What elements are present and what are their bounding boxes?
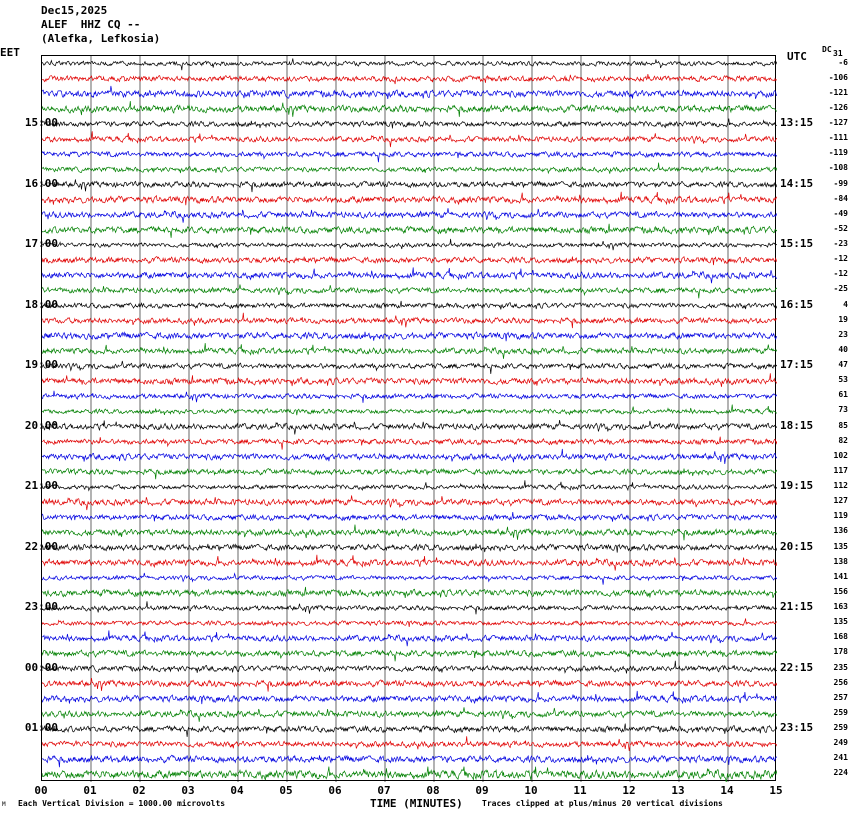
left-time-label: 19:00 — [24, 358, 58, 372]
left-time-label: 20:00 — [24, 418, 58, 432]
right-time-label: 17:15 — [780, 358, 814, 372]
dc-value: 249 — [833, 738, 848, 748]
header-block — [41, 4, 160, 46]
dc-value: 47 — [838, 360, 848, 370]
x-tick-label: 04 — [230, 784, 244, 797]
right-time-label: 23:15 — [780, 721, 814, 735]
left-time-label: 17:00 — [24, 237, 58, 251]
dc-axis-label: DC — [822, 45, 832, 54]
right-axis-label: UTC — [787, 50, 807, 63]
right-time-label: 22:15 — [780, 660, 814, 674]
dc-value: -119 — [828, 148, 848, 158]
dc-value: 23 — [838, 329, 848, 339]
dc-value: 257 — [833, 692, 848, 702]
dc-value: -99 — [833, 178, 848, 188]
left-time-label: 22:00 — [24, 539, 58, 553]
dc-value: -12 — [833, 269, 848, 279]
left-time-label: 01:00 — [24, 721, 58, 735]
seismogram-plot — [41, 55, 776, 781]
dc-value: 138 — [833, 556, 848, 566]
dc-value: -106 — [828, 72, 848, 82]
left-time-label: 16:00 — [24, 176, 58, 190]
dc-value: 136 — [833, 526, 848, 536]
dc-value: -111 — [828, 133, 848, 143]
dc-value: 82 — [838, 435, 848, 445]
right-time-label: 21:15 — [780, 600, 814, 614]
dc-value: 85 — [838, 420, 848, 430]
dc-value: -121 — [828, 87, 848, 97]
dc-value: 53 — [838, 375, 848, 385]
scale-note: Each Vertical Division = 1000.00 microvolts — [18, 799, 226, 808]
x-tick-label: 12 — [622, 784, 636, 797]
header-date: Dec15,2025 — [41, 4, 108, 17]
x-tick-label: 02 — [132, 784, 146, 797]
dc-value: 178 — [833, 647, 848, 657]
dc-value: 19 — [838, 314, 848, 324]
footer-tiny-mark: M — [2, 801, 6, 808]
dc-value: 259 — [833, 723, 848, 733]
dc-value: 141 — [833, 571, 848, 581]
dc-value: 135 — [833, 541, 848, 551]
x-tick-label: 13 — [671, 784, 685, 797]
dc-value: 163 — [833, 602, 848, 612]
dc-value: -6 — [838, 57, 848, 67]
dc-value: 102 — [833, 450, 848, 460]
dc-axis-sublabel: 31 — [833, 49, 843, 58]
dc-value: -25 — [833, 284, 848, 294]
left-axis-label: EET — [0, 46, 20, 59]
dc-value: 127 — [833, 496, 848, 506]
x-tick-label: 07 — [377, 784, 391, 797]
left-time-label: 00:00 — [24, 660, 58, 674]
x-tick-label: 15 — [769, 784, 783, 797]
left-time-label: 15:00 — [24, 116, 58, 130]
right-time-label: 18:15 — [780, 418, 814, 432]
dc-value: -12 — [833, 254, 848, 264]
dc-value: 256 — [833, 677, 848, 687]
dc-value: 224 — [833, 768, 848, 778]
dc-value: -126 — [828, 102, 848, 112]
dc-value: 117 — [833, 465, 848, 475]
x-tick-label: 09 — [475, 784, 489, 797]
right-time-label: 13:15 — [780, 116, 814, 130]
right-time-label: 14:15 — [780, 176, 814, 190]
dc-value: -52 — [833, 223, 848, 233]
dc-value: -49 — [833, 208, 848, 218]
dc-value: 168 — [833, 632, 848, 642]
dc-value: 135 — [833, 617, 848, 627]
x-tick-label: 03 — [181, 784, 195, 797]
dc-value: -108 — [828, 163, 848, 173]
dc-value: 112 — [833, 481, 848, 491]
right-time-label: 19:15 — [780, 479, 814, 493]
x-tick-label: 05 — [279, 784, 293, 797]
header-location: (Alefka, Lefkosia) — [41, 32, 161, 45]
left-time-label: 23:00 — [24, 600, 58, 614]
clip-note: Traces clipped at plus/minus 20 vertical divisions — [482, 799, 723, 808]
x-axis-title: TIME (MINUTES) — [370, 797, 463, 810]
dc-value: 259 — [833, 707, 848, 717]
x-tick-label: 10 — [524, 784, 538, 797]
dc-value: 40 — [838, 344, 848, 354]
x-tick-label: 14 — [720, 784, 734, 797]
dc-value: 4 — [843, 299, 848, 309]
header-station: ALEF HHZ CQ -- — [41, 18, 141, 31]
left-time-label: 21:00 — [24, 479, 58, 493]
right-time-label: 15:15 — [780, 237, 814, 251]
x-tick-label: 11 — [573, 784, 587, 797]
x-tick-label: 08 — [426, 784, 440, 797]
dc-value: -84 — [833, 193, 848, 203]
dc-value: -23 — [833, 239, 848, 249]
dc-value: 61 — [838, 390, 848, 400]
dc-value: -127 — [828, 118, 848, 128]
dc-value: 119 — [833, 511, 848, 521]
dc-value: 73 — [838, 405, 848, 415]
dc-value: 235 — [833, 662, 848, 672]
dc-value: 241 — [833, 753, 848, 763]
x-tick-label: 00 — [34, 784, 48, 797]
right-time-label: 20:15 — [780, 539, 814, 553]
right-time-label: 16:15 — [780, 297, 814, 311]
dc-value: 156 — [833, 586, 848, 596]
x-tick-label: 06 — [328, 784, 342, 797]
x-tick-label: 01 — [83, 784, 97, 797]
left-time-label: 18:00 — [24, 297, 58, 311]
